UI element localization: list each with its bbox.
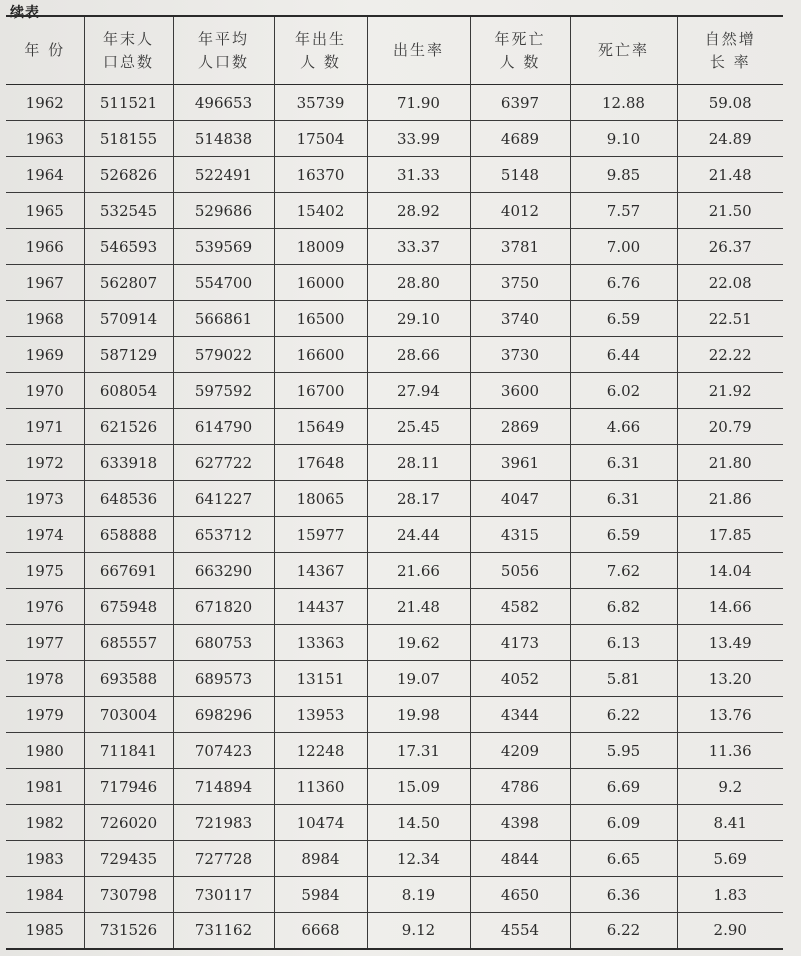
cell-natural-growth-rate: 9.2 (718, 777, 743, 796)
cell-year-end-population: 730798 (84, 877, 173, 913)
header-line: 人 数 (300, 52, 341, 71)
cell-birth-rate: 8.19 (367, 877, 470, 913)
header-line: 人口数 (197, 52, 249, 71)
cell-deaths: 4047 (470, 481, 570, 517)
table-row (6, 373, 783, 409)
cell-year-end-population: 587129 (84, 337, 173, 373)
cell-birth-rate: 15.09 (367, 769, 470, 805)
cell-births: 13151 (274, 661, 367, 697)
cell-death-rate: 7.62 (570, 553, 677, 589)
cell-natural-growth-rate: 20.79 (708, 417, 752, 436)
table-row (6, 913, 783, 949)
cell-year-end-population: 532545 (84, 193, 173, 229)
cell-year-end-population: 711841 (84, 733, 173, 769)
cell-year-end-population: 658888 (84, 517, 173, 553)
cell-year: 1970 (6, 373, 84, 409)
cell-births: 16700 (274, 373, 367, 409)
table-row (6, 193, 783, 229)
cell-birth-rate: 28.17 (367, 481, 470, 517)
cell-death-rate: 6.22 (570, 697, 677, 733)
cell-births: 13953 (274, 697, 367, 733)
cell-death-rate: 6.36 (570, 877, 677, 913)
cell-year: 1963 (6, 121, 84, 157)
header-line: 年平均 (197, 29, 249, 48)
cell-births: 8984 (274, 841, 367, 877)
cell-average-population: 554700 (173, 265, 274, 301)
cell-birth-rate: 24.44 (367, 517, 470, 553)
cell-average-population: 698296 (173, 697, 274, 733)
cell-year-end-population: 731526 (84, 913, 173, 949)
cell-deaths: 4012 (470, 193, 570, 229)
cell-birth-rate: 28.11 (367, 445, 470, 481)
header-line: 长 率 (709, 52, 751, 71)
table-row (6, 481, 783, 517)
cell-deaths: 3750 (470, 265, 570, 301)
cell-births: 15649 (274, 409, 367, 445)
cell-year: 1972 (6, 445, 84, 481)
header-birth-rate (367, 16, 470, 85)
header-line: 人 数 (499, 52, 541, 71)
cell-death-rate: 6.82 (570, 589, 677, 625)
cell-year-end-population: 685557 (84, 625, 173, 661)
cell-year: 1971 (6, 409, 84, 445)
cell-deaths: 4689 (470, 121, 570, 157)
cell-year-end-population: 608054 (84, 373, 173, 409)
cell-year-end-population: 633918 (84, 445, 173, 481)
cell-deaths: 4398 (470, 805, 570, 841)
header-deaths (470, 16, 570, 85)
table-row (6, 445, 783, 481)
cell-birth-rate: 9.12 (367, 913, 470, 949)
cell-average-population: 707423 (173, 733, 274, 769)
cell-death-rate: 5.81 (570, 661, 677, 697)
cell-births: 35739 (274, 85, 367, 121)
table-header (6, 16, 783, 85)
table-row (6, 121, 783, 157)
cell-year: 1985 (6, 913, 84, 949)
cell-deaths: 4344 (470, 697, 570, 733)
cell-natural-growth-rate: 14.66 (708, 597, 752, 616)
cell-death-rate: 5.95 (570, 733, 677, 769)
cell-deaths: 3730 (470, 337, 570, 373)
header-death-rate (570, 16, 677, 85)
cell-year-end-population: 546593 (84, 229, 173, 265)
header-line: 年出生 (294, 29, 346, 48)
cell-year: 1973 (6, 481, 84, 517)
table-row (6, 805, 783, 841)
cell-births: 13363 (274, 625, 367, 661)
cell-average-population: 566861 (173, 301, 274, 337)
cell-natural-growth-rate: 21.48 (708, 165, 752, 184)
header-line: 年死亡 (494, 29, 546, 48)
cell-deaths: 4786 (470, 769, 570, 805)
cell-death-rate: 6.59 (570, 301, 677, 337)
cell-natural-growth-rate: 13.49 (708, 633, 752, 652)
cell-deaths: 4052 (470, 661, 570, 697)
cell-deaths: 2869 (470, 409, 570, 445)
cell-births: 16600 (274, 337, 367, 373)
cell-year: 1977 (6, 625, 84, 661)
cell-year: 1983 (6, 841, 84, 877)
cell-year: 1965 (6, 193, 84, 229)
cell-births: 18065 (274, 481, 367, 517)
table-row (6, 625, 783, 661)
cell-natural-growth-rate: 22.22 (708, 345, 752, 364)
table-row (6, 229, 783, 265)
cell-deaths: 4844 (470, 841, 570, 877)
cell-death-rate: 7.00 (570, 229, 677, 265)
cell-deaths: 3600 (470, 373, 570, 409)
cell-death-rate: 4.66 (570, 409, 677, 445)
cell-births: 14437 (274, 589, 367, 625)
cell-year-end-population: 518155 (84, 121, 173, 157)
cell-births: 17648 (274, 445, 367, 481)
cell-birth-rate: 19.98 (367, 697, 470, 733)
cell-death-rate: 9.85 (570, 157, 677, 193)
cell-average-population: 689573 (173, 661, 274, 697)
cell-year-end-population: 621526 (84, 409, 173, 445)
cell-deaths: 5056 (470, 553, 570, 589)
table-row (6, 85, 783, 121)
cell-births: 10474 (274, 805, 367, 841)
table-row (6, 337, 783, 373)
cell-death-rate: 7.57 (570, 193, 677, 229)
cell-average-population: 731162 (173, 913, 274, 949)
cell-birth-rate: 28.66 (367, 337, 470, 373)
cell-deaths: 4582 (470, 589, 570, 625)
cell-year: 1964 (6, 157, 84, 193)
cell-natural-growth-rate: 5.69 (713, 849, 747, 868)
cell-year: 1962 (6, 85, 84, 121)
cell-natural-growth-rate: 24.89 (708, 129, 752, 148)
cell-year: 1966 (6, 229, 84, 265)
cell-births: 18009 (274, 229, 367, 265)
cell-deaths: 4650 (470, 877, 570, 913)
table-row (6, 157, 783, 193)
cell-average-population: 614790 (173, 409, 274, 445)
cell-year-end-population: 693588 (84, 661, 173, 697)
cell-year-end-population: 726020 (84, 805, 173, 841)
cell-deaths: 3961 (470, 445, 570, 481)
cell-natural-growth-rate: 11.36 (708, 741, 752, 760)
cell-birth-rate: 71.90 (367, 85, 470, 121)
cell-birth-rate: 28.80 (367, 265, 470, 301)
cell-year-end-population: 729435 (84, 841, 173, 877)
cell-natural-growth-rate: 17.85 (708, 525, 752, 544)
cell-births: 15977 (274, 517, 367, 553)
cell-natural-growth-rate: 22.51 (708, 309, 752, 328)
cell-birth-rate: 19.07 (367, 661, 470, 697)
cell-year-end-population: 675948 (84, 589, 173, 625)
table-row (6, 661, 783, 697)
cell-natural-growth-rate: 59.08 (708, 93, 752, 112)
cell-year: 1978 (6, 661, 84, 697)
cell-deaths: 3781 (470, 229, 570, 265)
cell-average-population: 641227 (173, 481, 274, 517)
cell-average-population: 529686 (173, 193, 274, 229)
cell-births: 16370 (274, 157, 367, 193)
cell-death-rate: 6.02 (570, 373, 677, 409)
cell-average-population: 496653 (173, 85, 274, 121)
cell-deaths: 4173 (470, 625, 570, 661)
cell-average-population: 714894 (173, 769, 274, 805)
cell-average-population: 671820 (173, 589, 274, 625)
table-row (6, 841, 783, 877)
cell-year: 1975 (6, 553, 84, 589)
cell-average-population: 597592 (173, 373, 274, 409)
cell-year: 1981 (6, 769, 84, 805)
cell-births: 14367 (274, 553, 367, 589)
cell-birth-rate: 19.62 (367, 625, 470, 661)
cell-deaths: 3740 (470, 301, 570, 337)
cell-deaths: 4209 (470, 733, 570, 769)
cell-average-population: 730117 (173, 877, 274, 913)
table-body (6, 85, 783, 949)
header-row (6, 16, 783, 85)
cell-birth-rate: 27.94 (367, 373, 470, 409)
header-natural-growth-rate (677, 16, 783, 85)
cell-year-end-population: 511521 (84, 85, 173, 121)
header-line: 死亡率 (597, 41, 649, 59)
cell-deaths: 5148 (470, 157, 570, 193)
cell-year-end-population: 703004 (84, 697, 173, 733)
cell-year: 1984 (6, 877, 84, 913)
cell-natural-growth-rate: 2.90 (713, 921, 747, 940)
cell-year: 1974 (6, 517, 84, 553)
table-row (6, 589, 783, 625)
cell-births: 17504 (274, 121, 367, 157)
cell-births: 6668 (274, 913, 367, 949)
cell-birth-rate: 31.33 (367, 157, 470, 193)
table-caption: 续表 (10, 5, 40, 21)
cell-natural-growth-rate: 13.76 (708, 705, 752, 724)
cell-average-population: 522491 (173, 157, 274, 193)
cell-year-end-population: 667691 (84, 553, 173, 589)
header-line: 出生率 (392, 41, 444, 59)
cell-year: 1982 (6, 805, 84, 841)
table-row (6, 733, 783, 769)
table-row (6, 769, 783, 805)
header-line: 自然增 (704, 29, 756, 48)
cell-average-population: 727728 (173, 841, 274, 877)
cell-average-population: 539569 (173, 229, 274, 265)
cell-year: 1979 (6, 697, 84, 733)
cell-year: 1976 (6, 589, 84, 625)
cell-death-rate: 6.76 (570, 265, 677, 301)
cell-death-rate: 6.31 (570, 445, 677, 481)
cell-average-population: 579022 (173, 337, 274, 373)
cell-births: 16000 (274, 265, 367, 301)
cell-birth-rate: 28.92 (367, 193, 470, 229)
table-row (6, 553, 783, 589)
cell-death-rate: 6.44 (570, 337, 677, 373)
table-row (6, 697, 783, 733)
cell-birth-rate: 14.50 (367, 805, 470, 841)
cell-death-rate: 6.65 (570, 841, 677, 877)
cell-deaths: 4315 (470, 517, 570, 553)
cell-average-population: 721983 (173, 805, 274, 841)
cell-death-rate: 12.88 (570, 85, 677, 121)
population-table (6, 15, 783, 950)
header-average-population (173, 16, 274, 85)
cell-natural-growth-rate: 26.37 (708, 237, 752, 256)
cell-birth-rate: 21.66 (367, 553, 470, 589)
cell-birth-rate: 17.31 (367, 733, 470, 769)
cell-natural-growth-rate: 8.41 (713, 813, 747, 832)
cell-deaths: 6397 (470, 85, 570, 121)
cell-average-population: 627722 (173, 445, 274, 481)
cell-average-population: 680753 (173, 625, 274, 661)
cell-death-rate: 9.10 (570, 121, 677, 157)
cell-births: 5984 (274, 877, 367, 913)
cell-natural-growth-rate: 21.50 (708, 201, 752, 220)
cell-year: 1967 (6, 265, 84, 301)
cell-year-end-population: 717946 (84, 769, 173, 805)
cell-year: 1968 (6, 301, 84, 337)
cell-death-rate: 6.59 (570, 517, 677, 553)
header-year-end-population (84, 16, 173, 85)
cell-birth-rate: 33.37 (367, 229, 470, 265)
header-year (6, 16, 84, 85)
table-row (6, 877, 783, 913)
cell-death-rate: 6.09 (570, 805, 677, 841)
table-row (6, 517, 783, 553)
cell-average-population: 653712 (173, 517, 274, 553)
cell-year-end-population: 648536 (84, 481, 173, 517)
cell-year-end-population: 562807 (84, 265, 173, 301)
cell-births: 12248 (274, 733, 367, 769)
cell-death-rate: 6.31 (570, 481, 677, 517)
cell-natural-growth-rate: 21.92 (708, 381, 752, 400)
cell-birth-rate: 12.34 (367, 841, 470, 877)
cell-births: 16500 (274, 301, 367, 337)
cell-births: 15402 (274, 193, 367, 229)
cell-natural-growth-rate: 14.04 (708, 561, 752, 580)
cell-year: 1980 (6, 733, 84, 769)
cell-average-population: 663290 (173, 553, 274, 589)
table-row (6, 409, 783, 445)
cell-births: 11360 (274, 769, 367, 805)
cell-natural-growth-rate: 21.86 (708, 489, 752, 508)
table-row (6, 265, 783, 301)
header-line: 口总数 (102, 52, 154, 71)
cell-birth-rate: 29.10 (367, 301, 470, 337)
cell-natural-growth-rate: 22.08 (708, 273, 752, 292)
cell-natural-growth-rate: 13.20 (708, 669, 752, 688)
cell-death-rate: 6.22 (570, 913, 677, 949)
header-line: 年 份 (24, 41, 66, 59)
cell-birth-rate: 25.45 (367, 409, 470, 445)
cell-birth-rate: 21.48 (367, 589, 470, 625)
cell-year: 1969 (6, 337, 84, 373)
cell-death-rate: 6.13 (570, 625, 677, 661)
table-row (6, 301, 783, 337)
cell-deaths: 4554 (470, 913, 570, 949)
cell-average-population: 514838 (173, 121, 274, 157)
header-births (274, 16, 367, 85)
cell-birth-rate: 33.99 (367, 121, 470, 157)
cell-year-end-population: 526826 (84, 157, 173, 193)
cell-year-end-population: 570914 (84, 301, 173, 337)
header-line: 年末人 (102, 29, 154, 48)
cell-natural-growth-rate: 1.83 (713, 885, 747, 904)
cell-natural-growth-rate: 21.80 (708, 453, 752, 472)
cell-death-rate: 6.69 (570, 769, 677, 805)
